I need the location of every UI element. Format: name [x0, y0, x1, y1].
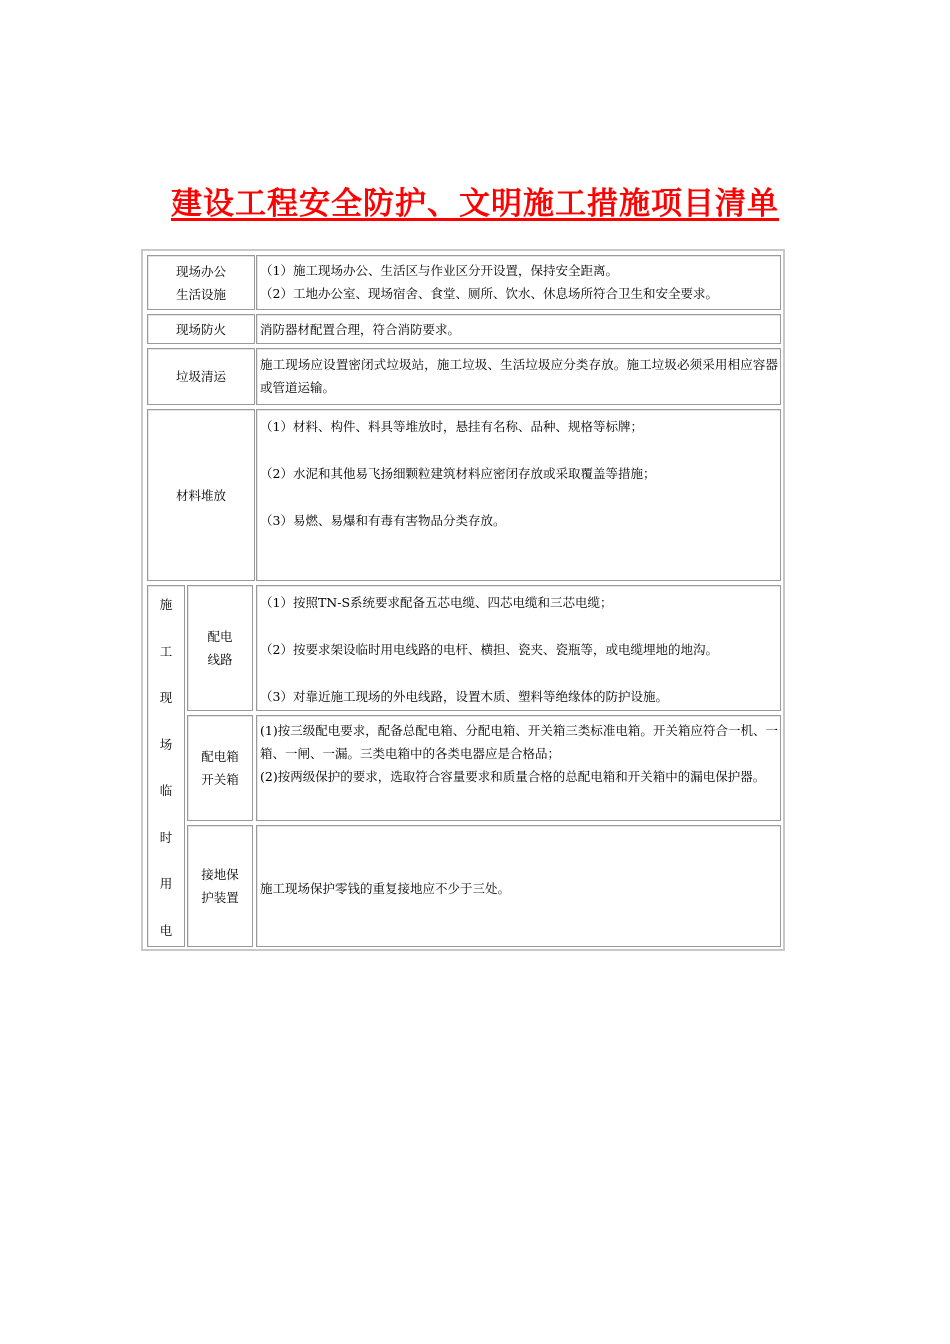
row-label-line: 生活设施 [175, 286, 226, 302]
sub-content-grounding [256, 825, 781, 947]
content-line: （2）水泥和其他易飞扬细颗粒建筑材料应密闭存放或采取覆盖等措施； [260, 466, 656, 481]
group-label-char: 施 [159, 597, 173, 612]
row-label-office-living [147, 255, 255, 310]
row-content-garbage [256, 348, 781, 405]
sub-label-line: 配电 [207, 629, 233, 644]
sub-content-distribution-boxes [256, 715, 781, 821]
sub-label-grounding [187, 825, 253, 947]
row-label-line: 现场办公 [175, 263, 226, 279]
sub-label-line: 线路 [207, 652, 233, 667]
group-label-char: 用 [159, 876, 173, 892]
group-label-char: 临 [159, 783, 173, 799]
content-line: （3）对靠近施工现场的外电线路，设置木质、塑料等绝缘体的防护设施。 [260, 689, 668, 704]
content-line: （1）施工现场办公、生活区与作业区分开设置，保持安全距离。 [260, 263, 618, 278]
page-title: 建设工程安全防护、文明施工措施项目清单 [171, 186, 779, 222]
row-label-materials [147, 409, 255, 581]
row-label-text: 材料堆放 [175, 487, 226, 503]
content-line: （1）按照TN-S系统要求配备五芯电缆、四芯电缆和三芯电缆； [260, 595, 613, 610]
sub-label-line: 接地保 [201, 867, 239, 882]
content-line: 施工现场应设置密闭式垃圾站，施工垃圾、生活垃圾应分类存放。施工垃圾必须采用相应容器或管道运输。 [260, 357, 778, 395]
content-line: (1)按三级配电要求，配备总配电箱、分配电箱、开关箱三类标准电箱。开关箱应符合一机、一箱、一闸、一漏。三类电箱中的各类电器应是合格品； [260, 723, 778, 761]
content-line: （1）材料、构件、料具等堆放时，悬挂有名称、品种、规格等标牌； [260, 419, 643, 434]
content-line: （2）工地办公室、现场宿舍、食堂、厕所、饮水、休息场所符合卫生和安全要求。 [260, 286, 718, 301]
sub-label-line: 配电箱 [201, 749, 239, 764]
group-label-temp-power [147, 585, 185, 947]
group-label-char: 现 [159, 690, 173, 706]
sub-label-distribution-boxes [187, 715, 253, 821]
sub-content-power-lines [256, 585, 781, 711]
row-content-fire [256, 314, 781, 344]
row-label-text: 现场防火 [175, 321, 226, 337]
row-label-text: 垃圾清运 [175, 369, 226, 384]
group-label-char: 电 [159, 922, 173, 938]
sub-label-line: 开关箱 [201, 772, 239, 787]
row-content-materials [256, 409, 781, 581]
group-label-char: 场 [159, 736, 173, 752]
row-label-garbage [147, 348, 255, 405]
group-label-char: 工 [159, 643, 173, 659]
content-line: 消防器材配置合理，符合消防要求。 [260, 322, 461, 337]
sub-label-line: 护装置 [201, 890, 239, 905]
content-line: （2）按要求架设临时用电线路的电杆、横担、瓷夹、瓷瓶等，或电缆埋地的地沟。 [260, 642, 718, 657]
row-label-fire [147, 314, 255, 344]
measures-table [141, 249, 785, 951]
group-label-char: 时 [159, 829, 173, 845]
content-line: (2)按两级保护的要求，选取符合容量要求和质量合格的总配电箱和开关箱中的漏电保护器。 [260, 769, 766, 784]
content-line: 施工现场保护零钱的重复接地应不少于三处。 [260, 881, 511, 896]
sub-label-power-lines [187, 585, 253, 711]
content-line: （3）易燃、易爆和有毒有害物品分类存放。 [260, 513, 506, 528]
row-content-office-living [256, 255, 781, 310]
